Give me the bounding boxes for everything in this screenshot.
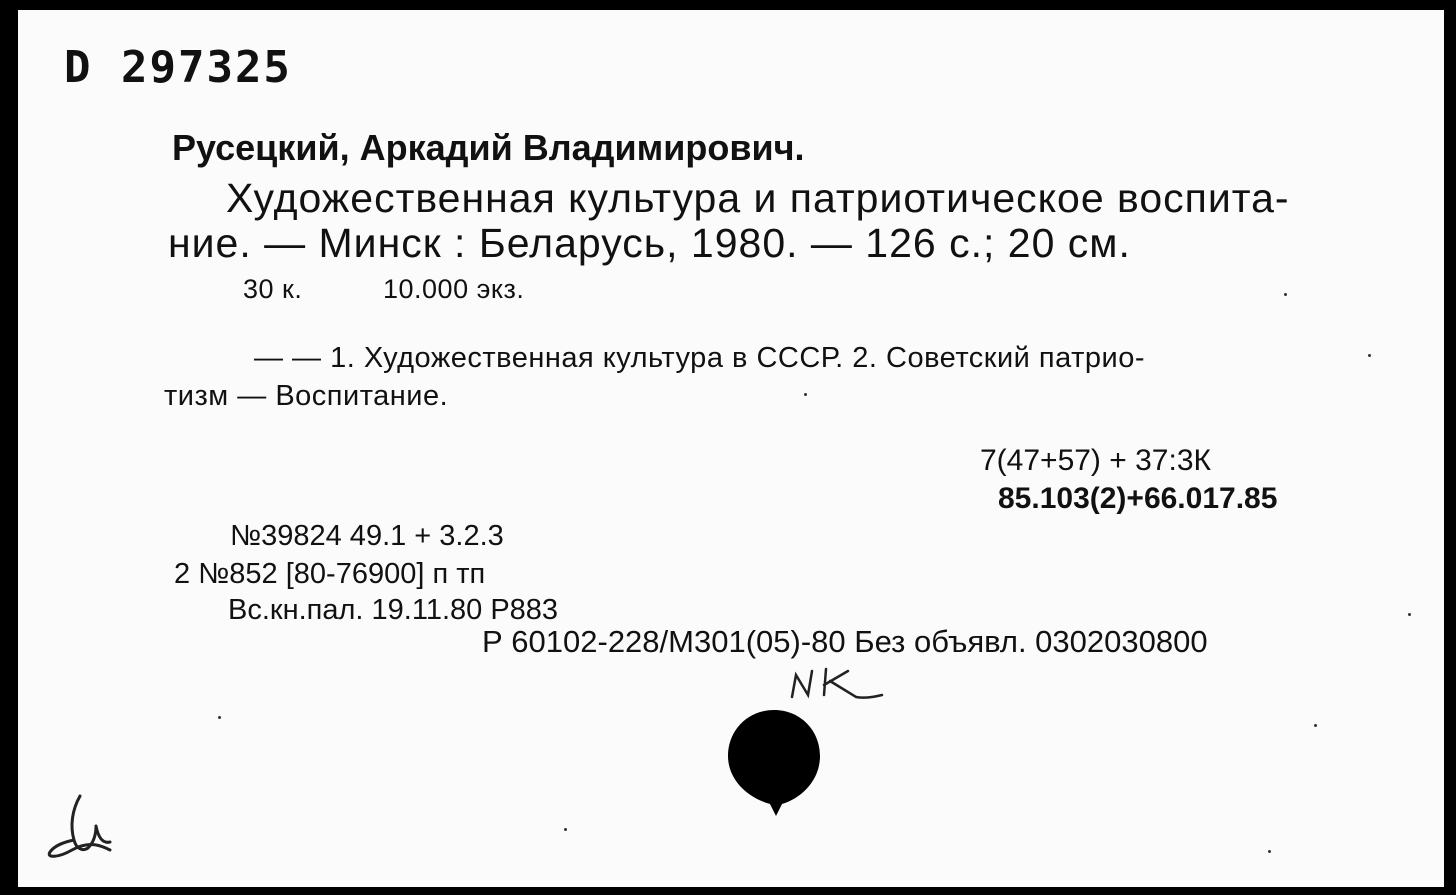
meta-line-3: Вс.кн.пал. 19.11.80 Р883 [228, 594, 559, 626]
print-run: 10.000 экз. [383, 274, 525, 304]
meta-line-4: Р 60102-228/М301(05)-80 Без объявл. 0302030800 [482, 624, 1208, 659]
card-id: D 297325 [64, 42, 292, 93]
subjects-line-2: тизм — Воспитание. [164, 380, 449, 412]
speck [1284, 293, 1287, 296]
handwritten-initials [786, 665, 886, 705]
classification-line-1: 7(47+57) + 37:3К [980, 444, 1211, 477]
speck [218, 716, 221, 719]
speck [804, 393, 807, 396]
meta-line-2: 2 №852 [80-76900] п тп [174, 558, 486, 590]
classification-line-2: 85.103(2)+66.017.85 [998, 482, 1278, 515]
speck [1408, 613, 1411, 616]
speck [564, 828, 567, 831]
speck [1268, 850, 1271, 853]
title-line-2: ние. — Минск : Беларусь, 1980. — 126 с.; 20 см. [168, 220, 1131, 266]
subjects-line-1: — — 1. Художественная культура в СССР. 2. Советский патрио- [254, 342, 1146, 374]
author-heading: Русецкий, Аркадий Владимирович. [172, 127, 805, 168]
meta-line-1: №39824 49.1 + 3.2.3 [230, 520, 504, 552]
catalog-card [18, 10, 1444, 887]
title-line-1: Художественная культура и патриотическое воспита- [226, 175, 1290, 221]
price: 30 к. [243, 274, 303, 304]
handwritten-mark [32, 790, 122, 860]
speck [1368, 354, 1371, 357]
punch-hole [726, 706, 822, 816]
speck [1314, 724, 1317, 727]
